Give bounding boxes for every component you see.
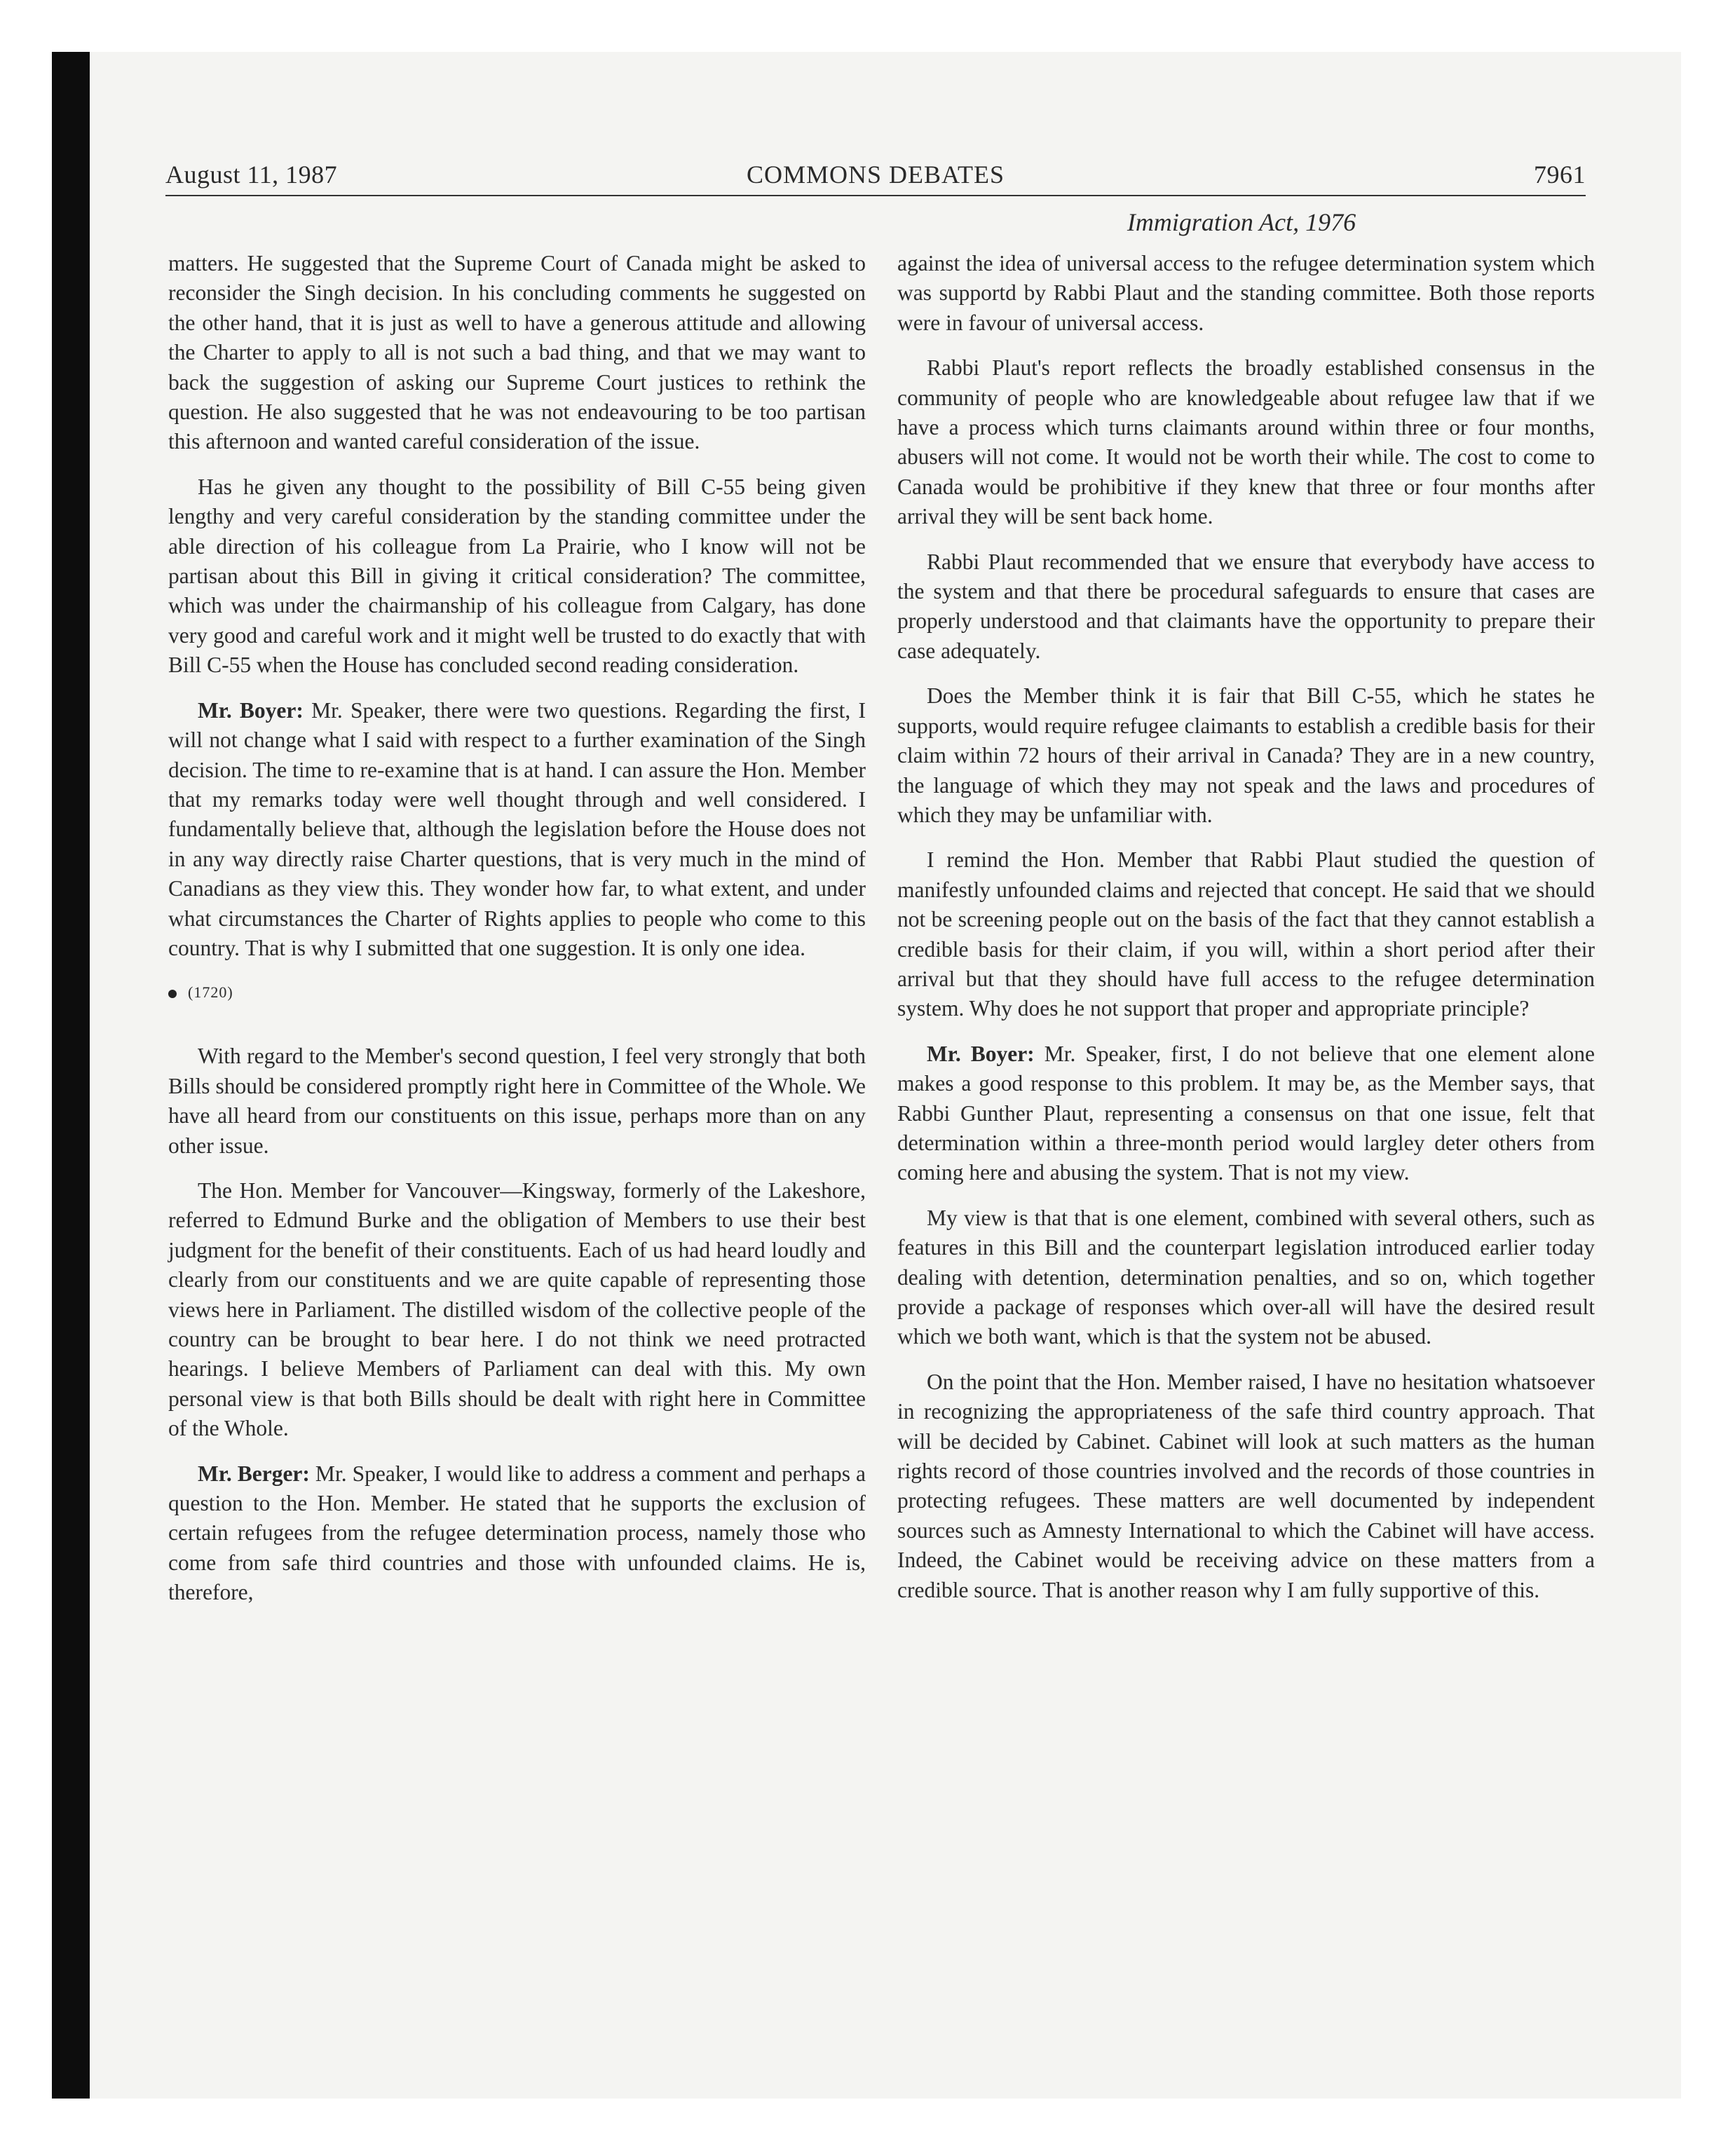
time-marker-text: (1720) [188, 983, 233, 1002]
paragraph: My view is that that is one element, combined with several others, such as features in this Bill and the counterpart legislation introduced earlier today dealing with detention, determination penalties, and so on, which together provide a package of responses which over-all will have the desired result which we both want, which is that the system not be abused. [897, 1205, 1595, 1349]
speech-paragraph [168, 1459, 866, 1608]
paragraph: matters. He suggested that the Supreme Court of Canada might be asked to reconsider the Singh decision. In his concluding comments he suggested on the other hand, that it is just as well to have a generous attitude and allowing the Charter to apply to all is not such a bad thing, and that we may want to back the suggestion of asking our Supreme Court justices to rethink the question. He also suggested that he was not endeavouring to be too partisan this afternoon and wanted careful consideration of the issue. [168, 251, 866, 454]
header-publication: COMMONS DEBATES [746, 161, 1005, 189]
time-marker [168, 978, 866, 1007]
speaker-name: Mr. Boyer: [198, 697, 304, 723]
left-column [168, 249, 866, 1623]
paragraph: On the point that the Hon. Member raised, I have no hesitation whatsoever in recognizing the appropriateness of the safe third country approach. That will be decided by Cabinet. Cabinet will look at such matters as the human rights record of those countries involved and the records of those countries in protecting refugees. These matters are well documented by independent sources such as Amnesty International to which the Cabinet will have access. Indeed, the Cabinet would be receiving advice on these matters from a credible source. That is another reason why I am fully supportive of this. [897, 1369, 1595, 1602]
paragraph: Does the Member think it is fair that Bill C-55, which he states he supports, would require refugee claimants to establish a credible basis for their claim within 72 hours of their arrival in Canada? They are in a new country, the language of which they may not speak and the laws and procedures of which they may be unfamiliar with. [897, 683, 1595, 827]
paragraph: I remind the Hon. Member that Rabbi Plaut studied the question of manifestly unfounded claims and rejected that concept. He said that we should not be screening people out on the basis of the fact that they cannot establish a credible basis for their claim, if you will, within a short period after their arrival but that they should have full access to the refugee determination system. Why does he not support that proper and appropriate principle? [897, 847, 1595, 1021]
speech-paragraph [897, 1039, 1595, 1188]
paragraph: Rabbi Plaut recommended that we ensure that everybody have access to the system and that there be procedural safeguards to ensure that cases are properly understood and that claimants have the opportunity to prepare their case adequately. [897, 549, 1595, 663]
section-subheading: Immigration Act, 1976 [1127, 208, 1356, 236]
paragraph: Rabbi Plaut's report reflects the broadly established consensus in the community of people who are knowledgeable about refugee law that if we have a process which turns claimants around within three or four months, abusers will not come. It would not be worth their while. The cost to come to Canada would be prohibitive if they knew that three or four months after arrival they will be sent back home. [897, 355, 1595, 529]
bullet-icon [168, 990, 177, 998]
speech-text: Mr. Speaker, I would like to address a comment and perhaps a question to the Hon. Member. He stated that he supports the exclusion of certain refugees from the refugee determination process, namely those who come from safe third countries and those with unfounded claims. He is, therefore, [168, 1461, 866, 1605]
paragraph: With regard to the Member's second question, I feel very strongly that both Bills should be considered promptly right here in Committee of the Whole. We have all heard from our constituents on this issue, perhaps more than on any other issue. [168, 1044, 866, 1158]
speech-paragraph [168, 696, 866, 964]
header-page-number: 7961 [1534, 161, 1586, 189]
right-column [897, 249, 1595, 1621]
speaker-name: Mr. Boyer: [927, 1041, 1035, 1066]
paragraph: Has he given any thought to the possibility of Bill C-55 being given lengthy and very careful consideration by the standing committee under the able direction of his colleague from La Prairie, who I know will not be partisan about this Bill in giving it critical consideration? The committee, which was under the chairmanship of his colleague from Calgary, has done very good and careful work and it might well be trusted to do exactly that with Bill C-55 when the House has concluded second reading consideration. [168, 474, 866, 678]
scan-edge [52, 52, 90, 2099]
paragraph: against the idea of universal access to the refugee determination system which was supportd by Rabbi Plaut and the standing committee. Both those reports were in favour of universal access. [897, 251, 1595, 335]
page-header [165, 160, 1586, 196]
speech-text: Mr. Speaker, first, I do not believe that one element alone makes a good response to this problem. It may be, as the Member says, that Rabbi Gunther Plaut, representing a consensus on that one issue, felt that determination within a three-month period would largley deter others from coming here and abusing the system. That is not my view. [897, 1041, 1595, 1185]
speech-text: Mr. Speaker, there were two questions. Regarding the first, I will not change what I said with respect to a further examination of the Singh decision. The time to re-examine that is at hand. I can assure the Hon. Member that my remarks today were well thought through and well considered. I fundamentally believe that, although the legislation before the House does not in any way directly raise Charter questions, that is very much in the mind of Canadians as they view this. They wonder how far, to what extent, and under what circumstances the Charter of Rights applies to people who come to this country. That is why I submitted that one suggestion. It is only one idea. [168, 697, 866, 960]
paragraph: The Hon. Member for Vancouver—Kingsway, formerly of the Lakeshore, referred to Edmund Burke and the obligation of Members to use their best judgment for the benefit of their constituents. Each of us had heard loudly and clearly from our constituents and we are quite capable of representing those views here in Parliament. The distilled wisdom of the collective people of the country can be brought to bear here. I do not think we need protracted hearings. I believe Members of Parliament can deal with this. My own personal view is that both Bills should be dealt with right here in Committee of the Whole. [168, 1178, 866, 1441]
header-rule [165, 195, 1586, 196]
header-date: August 11, 1987 [165, 161, 338, 189]
speaker-name: Mr. Berger: [198, 1461, 310, 1486]
